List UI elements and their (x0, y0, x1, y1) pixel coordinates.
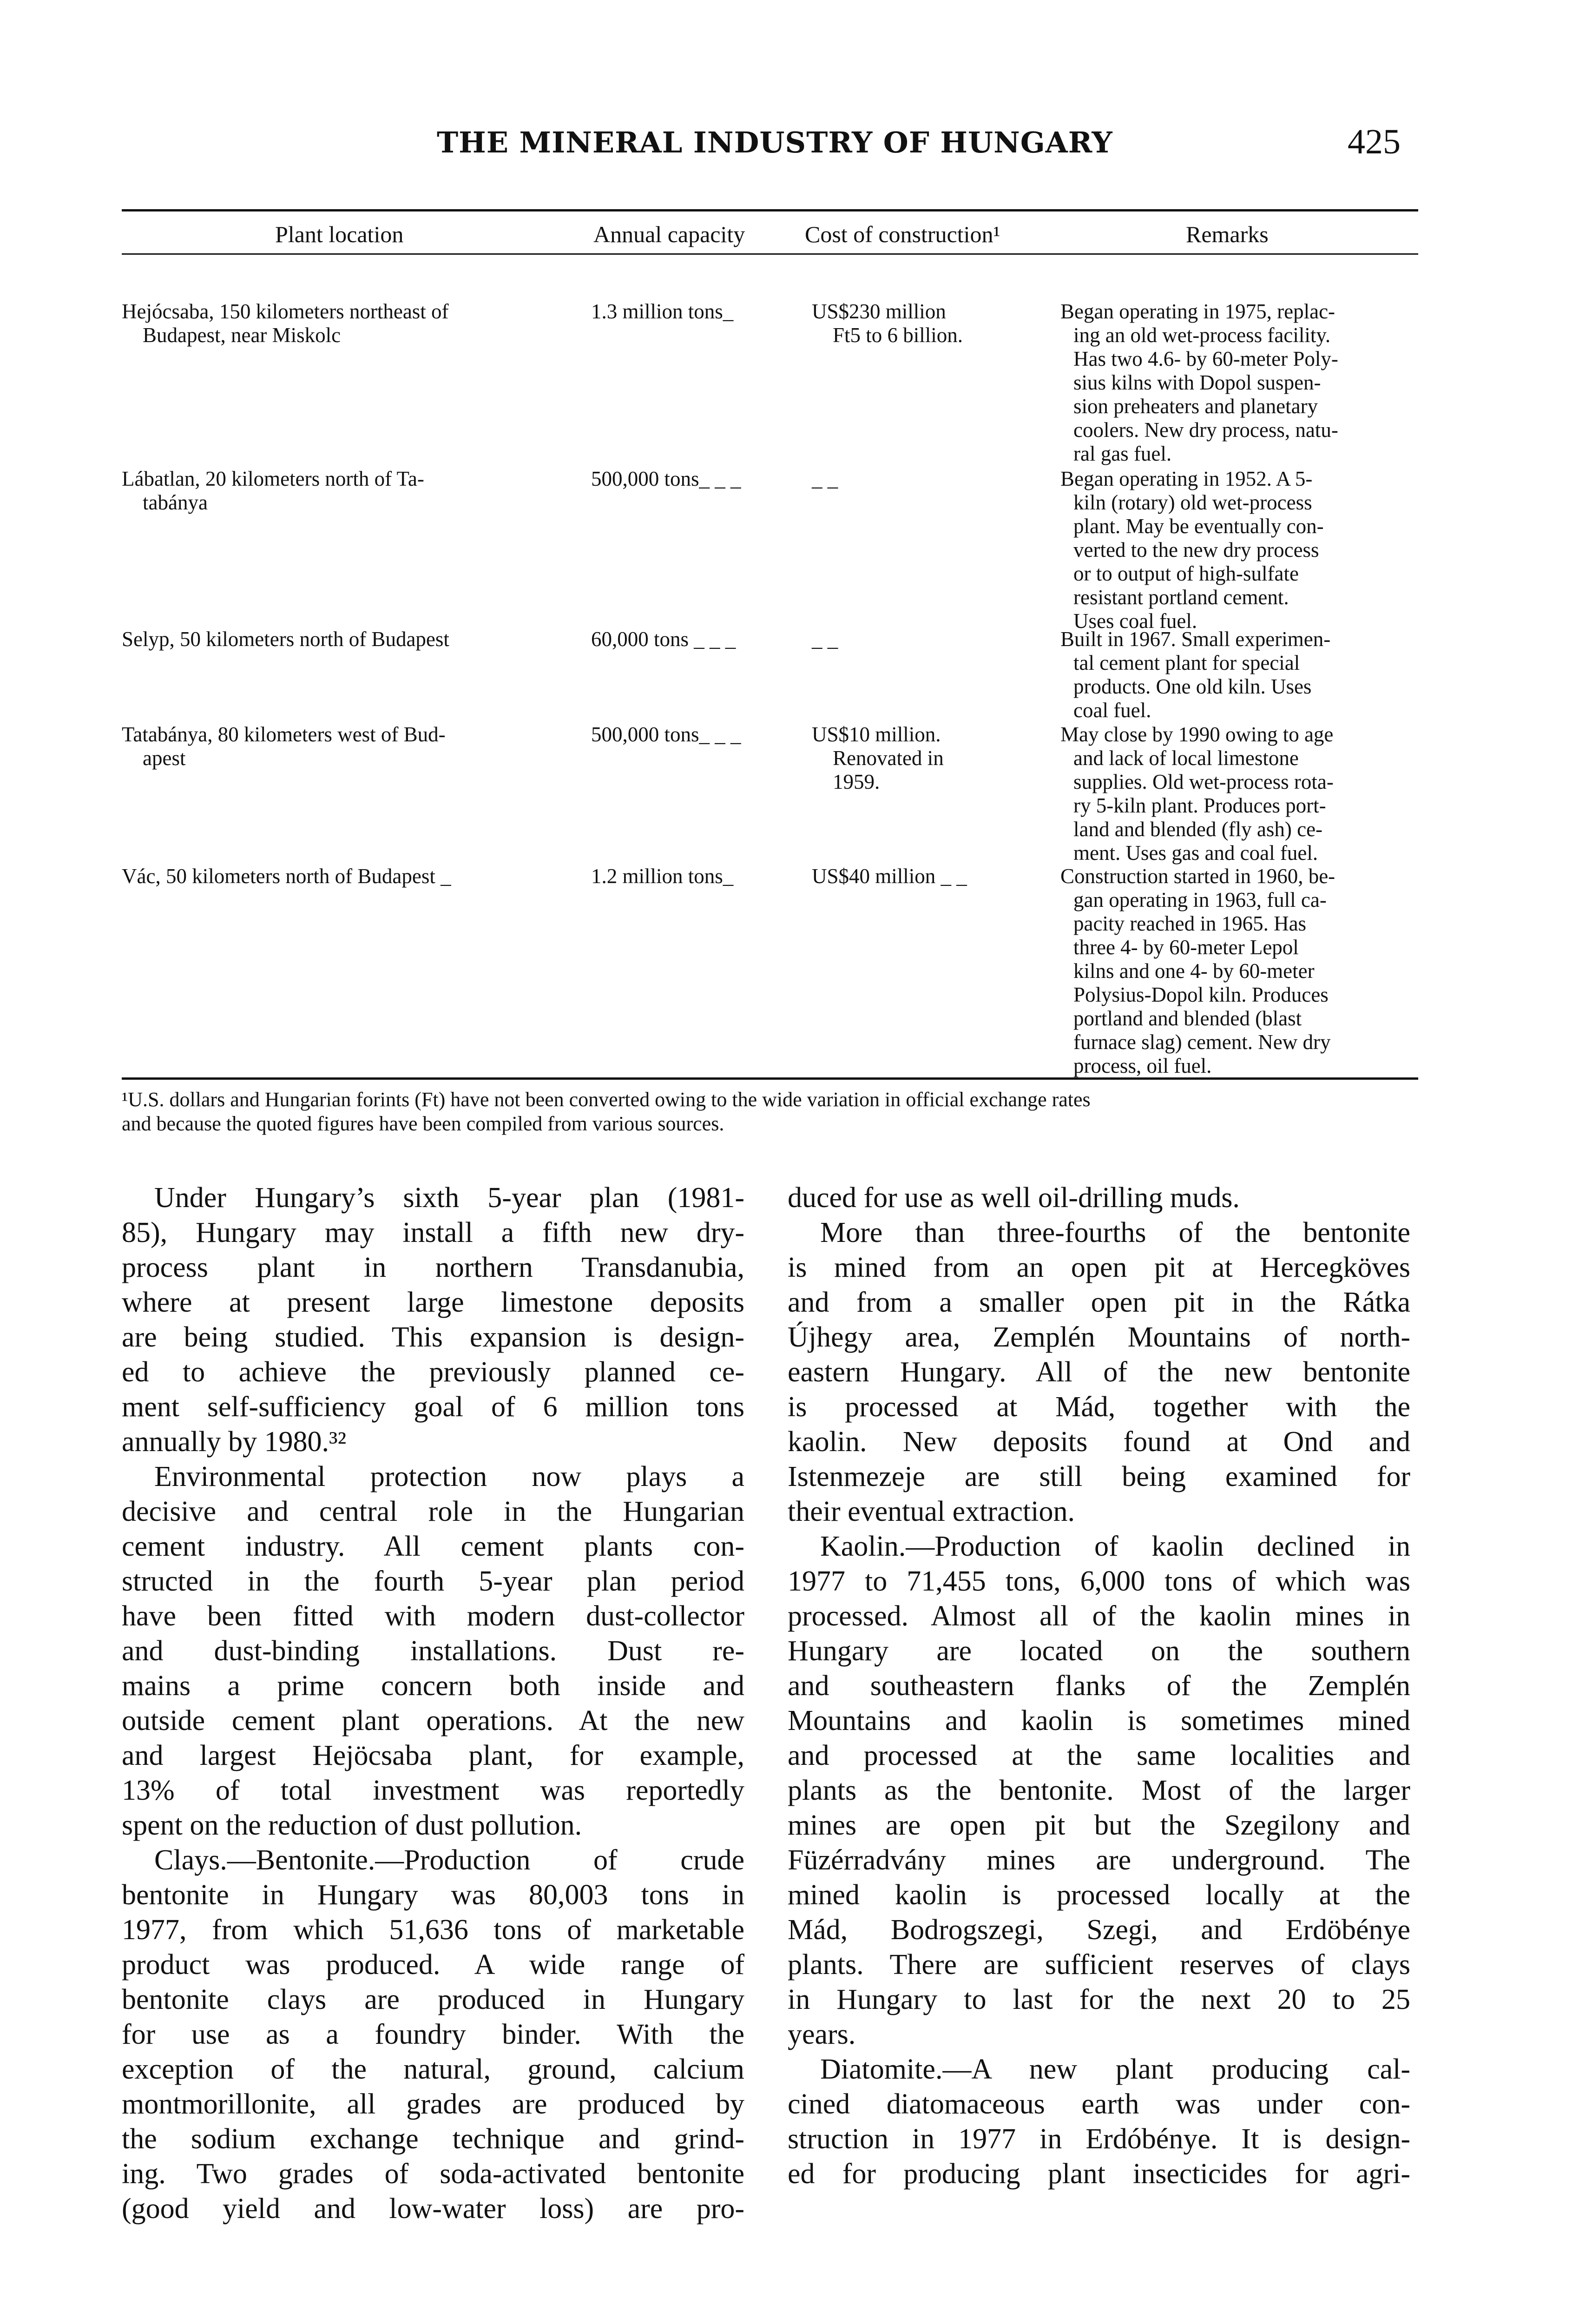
left-text-column (122, 1181, 744, 2226)
right-text-column (788, 1181, 1410, 2192)
table-row-3-cost: _ _ (812, 627, 838, 651)
text-line: 13% of total investment was reportedly (122, 1775, 744, 1806)
text-line: 1977, from which 51,636 tons of marketable (122, 1914, 744, 1946)
text-line: bentonite clays are produced in Hungary (122, 1984, 744, 2015)
text-line: Hungary are located on the southern (788, 1635, 1410, 1667)
table-row-5-remarks: Construction started in 1960, be- gan operating in 1963, full ca- pacity reached in 1965. Has three 4- by 60-meter Lepol kilns and one 4- by 60-meter Polysius-Dopol kiln. Produces portland and blended (blast furnace slag) cement. New dry process, oil fuel. (1060, 865, 1335, 1077)
text-line: cined diatomaceous earth was under con- (788, 2088, 1410, 2120)
text-line: montmorillonite, all grades are produced by (122, 2088, 744, 2120)
text-line: (good yield and low-water loss) are pro- (122, 2193, 744, 2225)
text-line: plants. There are sufficient reserves of clays (788, 1949, 1410, 1981)
table-row-5-capacity: 1.2 million tons_ (591, 865, 734, 888)
text-line: Újhegy area, Zemplén Mountains of north- (788, 1321, 1410, 1353)
text-line: kaolin. New deposits found at Ond and (788, 1426, 1410, 1458)
table-header-rule (122, 253, 1418, 255)
text-line: product was produced. A wide range of (122, 1949, 744, 1981)
table-row-3-remarks: Built in 1967. Small experimen- tal cement plant for special products. One old kiln. Uses coal fuel. (1060, 627, 1331, 722)
column-header-cost-of-construction: Cost of construction¹ (805, 221, 1000, 247)
text-line: eastern Hungary. All of the new bentonite (788, 1356, 1410, 1388)
text-line: Füzérradvány mines are underground. The (788, 1844, 1410, 1876)
page-number: 425 (1348, 122, 1401, 161)
table-row-3-capacity: 60,000 tons _ _ _ (591, 627, 736, 651)
table-footnote: ¹U.S. dollars and Hungarian forints (Ft) have not been converted owing to the wide variation in official exchange rates and because the quoted figures have been compiled from various sources. (122, 1088, 1091, 1135)
text-line: 1977 to 71,455 tons, 6,000 tons of which was (788, 1565, 1410, 1597)
column-header-annual-capacity: Annual capacity (593, 221, 745, 247)
text-line: Mád, Bodrogszegi, Szegi, and Erdöbénye (788, 1914, 1410, 1946)
table-bottom-rule (122, 1077, 1418, 1080)
text-line: their eventual extraction. (788, 1496, 1075, 1527)
table-row-4-location: Tatabánya, 80 kilometers west of Bud- apest (122, 723, 446, 770)
text-line: structed in the fourth 5-year plan period (122, 1565, 744, 1597)
text-line: More than three-fourths of the bentonite (820, 1217, 1410, 1248)
table-row-5-location: Vác, 50 kilometers north of Budapest _ (122, 865, 451, 888)
text-line: ment self-sufficiency goal of 6 million tons (122, 1391, 744, 1423)
running-head-title: THE MINERAL INDUSTRY OF HUNGARY (437, 125, 1113, 159)
text-line: is mined from an open pit at Hercegköves (788, 1252, 1410, 1283)
text-line: and largest Hejöcsaba plant, for example, (122, 1740, 744, 1771)
table-row-1-remarks: Began operating in 1975, replac- ing an old wet-process facility. Has two 4.6- by 60-meter Poly- sius kilns with Dopol suspen- sion preheaters and planetary coolers. New dry process, natu- ral gas fuel. (1060, 300, 1338, 465)
text-line: Environmental protection now plays a (154, 1461, 744, 1492)
text-line: outside cement plant operations. At the new (122, 1705, 744, 1736)
column-header-plant-location: Plant location (275, 221, 404, 247)
table-row-1-capacity: 1.3 million tons_ (591, 300, 734, 323)
table-row-5-cost: US$40 million _ _ (812, 865, 967, 888)
text-line: Kaolin.—Production of kaolin declined in (820, 1531, 1410, 1562)
text-line: is processed at Mád, together with the (788, 1391, 1410, 1423)
table-row-4-remarks: May close by 1990 owing to age and lack of local limestone supplies. Old wet-process rota- ry 5-kiln plant. Produces port- land and blended (fly ash) ce- ment. Uses gas and coal fuel. (1060, 723, 1334, 865)
table-row-4-cost: US$10 million. Renovated in 1959. (812, 723, 944, 793)
text-line: and from a smaller open pit in the Rátka (788, 1287, 1410, 1318)
text-line: the sodium exchange technique and grind- (122, 2123, 744, 2155)
text-line: bentonite in Hungary was 80,003 tons in (122, 1879, 744, 1911)
text-line: struction in 1977 in Erdóbénye. It is design- (788, 2123, 1410, 2155)
text-line: decisive and central role in the Hungarian (122, 1496, 744, 1527)
table-top-rule (122, 209, 1418, 211)
text-line: spent on the reduction of dust pollution. (122, 1809, 582, 1841)
column-header-remarks: Remarks (1186, 221, 1269, 247)
text-line: for use as a foundry binder. With the (122, 2019, 744, 2050)
text-line: mines are open pit but the Szegilony and (788, 1809, 1410, 1841)
table-row-2-remarks: Began operating in 1952. A 5- kiln (rotary) old wet-process plant. May be eventually con- verted to the new dry process or to output of high-sulfate resistant portland cement. Uses coal fuel. (1060, 467, 1324, 633)
table-row-1-cost: US$230 million Ft5 to 6 billion. (812, 300, 963, 347)
text-line: are being studied. This expansion is design- (122, 1321, 744, 1353)
table-row-2-location: Lábatlan, 20 kilometers north of Ta- tabánya (122, 467, 424, 514)
text-line: have been fitted with modern dust-collector (122, 1600, 744, 1632)
text-line: process plant in northern Transdanubia, (122, 1252, 744, 1283)
text-line: processed. Almost all of the kaolin mines in (788, 1600, 1410, 1632)
text-line: ed to achieve the previously planned ce- (122, 1356, 744, 1388)
table-row-4-capacity: 500,000 tons_ _ _ (591, 723, 741, 746)
text-line: Istenmezeje are still being examined for (788, 1461, 1410, 1492)
text-line: Under Hungary’s sixth 5-year plan (1981- (154, 1182, 744, 1214)
text-line: Clays.—Bentonite.—Production of crude (154, 1844, 744, 1876)
text-line: ed for producing plant insecticides for agri- (788, 2158, 1410, 2190)
text-line: ing. Two grades of soda-activated bentonite (122, 2158, 744, 2190)
text-line: plants as the bentonite. Most of the larger (788, 1775, 1410, 1806)
text-line: annually by 1980.³² (122, 1426, 347, 1458)
text-line: mined kaolin is processed locally at the (788, 1879, 1410, 1911)
table-row-2-capacity: 500,000 tons_ _ _ (591, 467, 741, 490)
table-row-1-location: Hejócsaba, 150 kilometers northeast of Budapest, near Miskolc (122, 300, 449, 347)
text-line: and southeastern flanks of the Zemplén (788, 1670, 1410, 1702)
table-row-2-cost: _ _ (812, 467, 838, 490)
text-line: Mountains and kaolin is sometimes mined (788, 1705, 1410, 1736)
text-line: and dust-binding installations. Dust re- (122, 1635, 744, 1667)
text-line: where at present large limestone deposits (122, 1287, 744, 1318)
text-line: and processed at the same localities and (788, 1740, 1410, 1771)
text-line: mains a prime concern both inside and (122, 1670, 744, 1702)
text-line: in Hungary to last for the next 20 to 25 (788, 1984, 1410, 2015)
table-row-3-location: Selyp, 50 kilometers north of Budapest (122, 627, 449, 651)
text-line: cement industry. All cement plants con- (122, 1531, 744, 1562)
text-line: exception of the natural, ground, calcium (122, 2053, 744, 2085)
text-line: years. (788, 2019, 856, 2050)
text-line: 85), Hungary may install a fifth new dry- (122, 1217, 744, 1248)
text-line: Diatomite.—A new plant producing cal- (820, 2053, 1410, 2085)
text-line: duced for use as well oil-drilling muds. (788, 1182, 1240, 1214)
